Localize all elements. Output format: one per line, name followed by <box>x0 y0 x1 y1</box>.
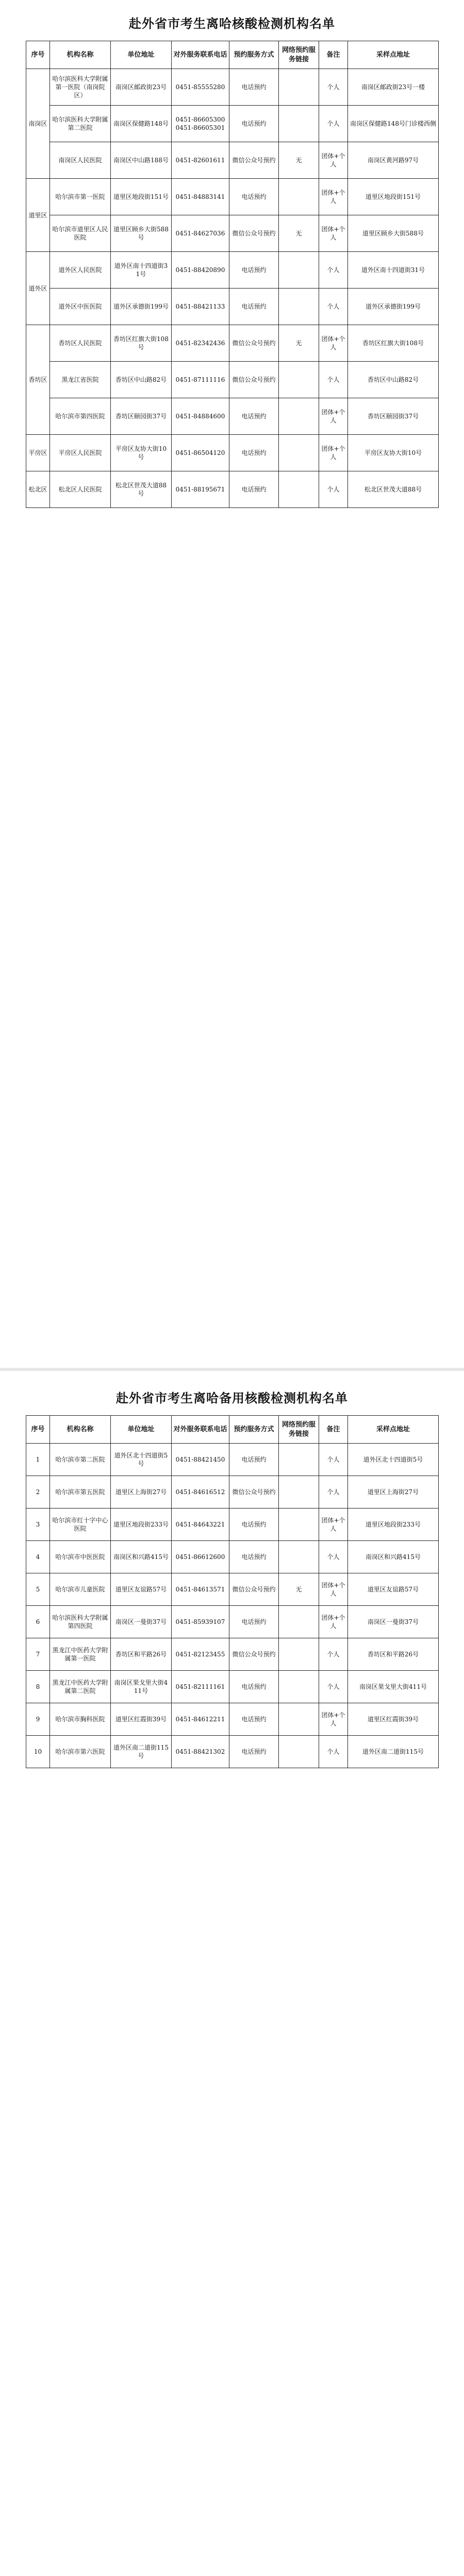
header-cell: 机构名称 <box>50 1416 111 1444</box>
row-number-cell: 4 <box>26 1541 50 1573</box>
remark-cell: 团体+个人 <box>319 325 348 362</box>
booking-method-cell: 电话预约 <box>229 1606 279 1638</box>
remark-cell: 个人 <box>319 1444 348 1476</box>
table-row <box>26 435 439 471</box>
header-cell: 采样点地址 <box>348 41 439 69</box>
phone-cell: 0451-84643221 <box>172 1509 229 1541</box>
institution-name-cell: 松北区人民医院 <box>50 471 111 508</box>
address-cell: 松北区世茂大道88号 <box>111 471 172 508</box>
region-cell: 松北区 <box>26 471 50 508</box>
sampling-site-cell: 道里区地段街151号 <box>348 179 439 215</box>
table-row <box>26 1703 439 1736</box>
table-row <box>26 215 439 252</box>
institution-name-cell: 香坊区人民医院 <box>50 325 111 362</box>
address-cell: 道里区友谊路57号 <box>111 1573 172 1606</box>
testing-institution-table <box>26 41 439 508</box>
institution-name-cell: 南岗区人民医院 <box>50 142 111 179</box>
address-cell: 道里区地段街233号 <box>111 1509 172 1541</box>
header-cell: 备注 <box>319 41 348 69</box>
phone-cell: 0451-84627036 <box>172 215 229 252</box>
phone-cell: 0451-86605300 0451-86605301 <box>172 106 229 142</box>
remark-cell: 个人 <box>319 1671 348 1703</box>
table-row <box>26 1476 439 1509</box>
sampling-site-cell: 道外区承德街199号 <box>348 289 439 325</box>
phone-cell: 0451-88420890 <box>172 252 229 289</box>
booking-method-cell: 电话预约 <box>229 179 279 215</box>
phone-cell: 0451-85939107 <box>172 1606 229 1638</box>
row-number-cell: 8 <box>26 1671 50 1703</box>
table-row <box>26 1509 439 1541</box>
table-row <box>26 1573 439 1606</box>
remark-cell: 个人 <box>319 1541 348 1573</box>
booking-method-cell: 微信公众号预约 <box>229 362 279 398</box>
remark-cell: 团体+个人 <box>319 1509 348 1541</box>
table-row <box>26 1736 439 1768</box>
address-cell: 香坊区颐园街37号 <box>111 398 172 435</box>
sampling-site-cell: 南岗区保健路148号门诊楼西侧 <box>348 106 439 142</box>
remark-cell: 团体+个人 <box>319 215 348 252</box>
booking-link-cell <box>279 106 319 142</box>
row-number-cell: 3 <box>26 1509 50 1541</box>
document-page-1 <box>26 0 438 508</box>
institution-name-cell: 哈尔滨医科大学附属第一医院（南岗院区） <box>50 69 111 106</box>
booking-link-cell <box>279 289 319 325</box>
sampling-site-cell: 香坊区中山路82号 <box>348 362 439 398</box>
sampling-site-cell: 香坊区和平路26号 <box>348 1638 439 1671</box>
remark-cell: 团体+个人 <box>319 142 348 179</box>
booking-method-cell: 电话预约 <box>229 106 279 142</box>
table-header-row <box>26 41 439 69</box>
remark-cell: 个人 <box>319 1736 348 1768</box>
sampling-site-cell: 南岗区邮政街23号一楼 <box>348 69 439 106</box>
booking-method-cell: 电话预约 <box>229 1671 279 1703</box>
institution-name-cell: 道外区人民医院 <box>50 252 111 289</box>
remark-cell: 个人 <box>319 471 348 508</box>
remark-cell: 团体+个人 <box>319 1573 348 1606</box>
phone-cell: 0451-82111161 <box>172 1671 229 1703</box>
header-cell: 序号 <box>26 41 50 69</box>
table-row <box>26 289 439 325</box>
header-cell: 对外服务联系电话 <box>172 41 229 69</box>
table-row <box>26 1671 439 1703</box>
booking-link-cell <box>279 1638 319 1671</box>
institution-name-cell: 哈尔滨医科大学附属第四医院 <box>50 1606 111 1638</box>
remark-cell: 个人 <box>319 69 348 106</box>
table-row <box>26 1606 439 1638</box>
table-header-row <box>26 1416 439 1444</box>
remark-cell: 团体+个人 <box>319 179 348 215</box>
address-cell: 道外区北十四道街5号 <box>111 1444 172 1476</box>
address-cell: 道外区承德街199号 <box>111 289 172 325</box>
remark-cell: 个人 <box>319 1638 348 1671</box>
table-row <box>26 142 439 179</box>
institution-name-cell: 平房区人民医院 <box>50 435 111 471</box>
sampling-site-cell: 道里区友谊路57号 <box>348 1573 439 1606</box>
address-cell: 南岗区果戈里大街411号 <box>111 1671 172 1703</box>
sampling-site-cell: 道外区南十四道街31号 <box>348 252 439 289</box>
sampling-site-cell: 平房区友协大街10号 <box>348 435 439 471</box>
phone-cell: 0451-88421450 <box>172 1444 229 1476</box>
institution-name-cell: 哈尔滨市第四医院 <box>50 398 111 435</box>
address-cell: 平房区友协大街10号 <box>111 435 172 471</box>
table-row <box>26 325 439 362</box>
remark-cell: 个人 <box>319 362 348 398</box>
booking-method-cell: 电话预约 <box>229 1736 279 1768</box>
booking-link-cell: 无 <box>279 215 319 252</box>
row-number-cell: 7 <box>26 1638 50 1671</box>
header-cell: 网络预约服务链接 <box>279 41 319 69</box>
address-cell: 道里区红霞街39号 <box>111 1703 172 1736</box>
phone-cell: 0451-86504120 <box>172 435 229 471</box>
booking-link-cell <box>279 1476 319 1509</box>
address-cell: 香坊区和平路26号 <box>111 1638 172 1671</box>
sampling-site-cell: 道外区北十四道街5号 <box>348 1444 439 1476</box>
sampling-site-cell: 南岗区和兴路415号 <box>348 1541 439 1573</box>
sampling-site-cell: 道里区红霞街39号 <box>348 1703 439 1736</box>
sampling-site-cell: 道里区地段街233号 <box>348 1509 439 1541</box>
phone-cell: 0451-85555280 <box>172 69 229 106</box>
institution-name-cell: 哈尔滨市第五医院 <box>50 1476 111 1509</box>
address-cell: 道外区南十四道街31号 <box>111 252 172 289</box>
remark-cell: 团体+个人 <box>319 398 348 435</box>
sampling-site-cell: 道外区南二道街115号 <box>348 1736 439 1768</box>
booking-method-cell: 电话预约 <box>229 398 279 435</box>
phone-cell: 0451-88195671 <box>172 471 229 508</box>
institution-name-cell: 哈尔滨市第一医院 <box>50 179 111 215</box>
phone-cell: 0451-82123455 <box>172 1638 229 1671</box>
phone-cell: 0451-84613571 <box>172 1573 229 1606</box>
region-cell: 平房区 <box>26 435 50 471</box>
table-row <box>26 398 439 435</box>
institution-name-cell: 哈尔滨市第二医院 <box>50 1444 111 1476</box>
header-cell: 单位地址 <box>111 41 172 69</box>
sampling-site-cell: 南岗区一曼街37号 <box>348 1606 439 1638</box>
booking-link-cell <box>279 252 319 289</box>
remark-cell: 团体+个人 <box>319 1606 348 1638</box>
backup-testing-institution-table <box>26 1415 439 1768</box>
remark-cell: 个人 <box>319 1476 348 1509</box>
sampling-site-cell: 香坊区红旗大街108号 <box>348 325 439 362</box>
document-title-2: 赴外省市考生离哈备用核酸检测机构名单 <box>116 1391 348 1405</box>
header-cell: 采样点地址 <box>348 1416 439 1444</box>
header-cell: 备注 <box>319 1416 348 1444</box>
remark-cell: 个人 <box>319 252 348 289</box>
booking-method-cell: 电话预约 <box>229 289 279 325</box>
booking-method-cell: 微信公众号预约 <box>229 215 279 252</box>
header-cell: 机构名称 <box>50 41 111 69</box>
institution-name-cell: 哈尔滨市胸科医院 <box>50 1703 111 1736</box>
booking-method-cell: 电话预约 <box>229 435 279 471</box>
row-number-cell: 6 <box>26 1606 50 1638</box>
table-row <box>26 471 439 508</box>
header-cell: 预约服务方式 <box>229 1416 279 1444</box>
booking-method-cell: 微信公众号预约 <box>229 325 279 362</box>
booking-method-cell: 微信公众号预约 <box>229 1476 279 1509</box>
row-number-cell: 9 <box>26 1703 50 1736</box>
phone-cell: 0451-84612211 <box>172 1703 229 1736</box>
booking-link-cell <box>279 69 319 106</box>
sampling-site-cell: 道里区上海街27号 <box>348 1476 439 1509</box>
booking-link-cell <box>279 1671 319 1703</box>
address-cell: 道里区地段街151号 <box>111 179 172 215</box>
row-number-cell: 2 <box>26 1476 50 1509</box>
institution-name-cell: 哈尔滨医科大学附属第二医院 <box>50 106 111 142</box>
region-cell: 道外区 <box>26 252 50 325</box>
booking-method-cell: 微信公众号预约 <box>229 1573 279 1606</box>
institution-name-cell: 哈尔滨市儿童医院 <box>50 1573 111 1606</box>
institution-name-cell: 道外区中医医院 <box>50 289 111 325</box>
address-cell: 南岗区保健路148号 <box>111 106 172 142</box>
booking-method-cell: 电话预约 <box>229 471 279 508</box>
document-title: 赴外省市考生离哈核酸检测机构名单 <box>129 16 335 31</box>
header-cell: 序号 <box>26 1416 50 1444</box>
address-cell: 南岗区中山路188号 <box>111 142 172 179</box>
phone-cell: 0451-88421133 <box>172 289 229 325</box>
region-cell: 道里区 <box>26 179 50 252</box>
booking-method-cell: 微信公众号预约 <box>229 1638 279 1671</box>
booking-method-cell: 电话预约 <box>229 1509 279 1541</box>
remark-cell: 个人 <box>319 106 348 142</box>
booking-link-cell <box>279 179 319 215</box>
booking-method-cell: 微信公众号预约 <box>229 142 279 179</box>
address-cell: 道外区南二道街115号 <box>111 1736 172 1768</box>
address-cell: 南岗区邮政街23号 <box>111 69 172 106</box>
sampling-site-cell: 道里区顾乡大街588号 <box>348 215 439 252</box>
address-cell: 南岗区和兴路415号 <box>111 1541 172 1573</box>
institution-name-cell: 黑龙江中医药大学附属第二医院 <box>50 1671 111 1703</box>
phone-cell: 0451-88421302 <box>172 1736 229 1768</box>
remark-cell: 团体+个人 <box>319 435 348 471</box>
table-row <box>26 106 439 142</box>
row-number-cell: 1 <box>26 1444 50 1476</box>
booking-link-cell: 无 <box>279 142 319 179</box>
table-row <box>26 69 439 106</box>
phone-cell: 0451-86612600 <box>172 1541 229 1573</box>
table-row <box>26 179 439 215</box>
booking-link-cell <box>279 1509 319 1541</box>
booking-link-cell <box>279 435 319 471</box>
booking-link-cell <box>279 1606 319 1638</box>
header-cell: 单位地址 <box>111 1416 172 1444</box>
booking-link-cell <box>279 1444 319 1476</box>
phone-cell: 0451-82342436 <box>172 325 229 362</box>
sampling-site-cell: 南岗区黄河路97号 <box>348 142 439 179</box>
address-cell: 香坊区中山路82号 <box>111 362 172 398</box>
booking-link-cell <box>279 1541 319 1573</box>
header-cell: 网络预约服务链接 <box>279 1416 319 1444</box>
phone-cell: 0451-84884600 <box>172 398 229 435</box>
table-row <box>26 252 439 289</box>
table-row <box>26 362 439 398</box>
address-cell: 道里区上海街27号 <box>111 1476 172 1509</box>
booking-method-cell: 电话预约 <box>229 252 279 289</box>
region-cell: 南岗区 <box>26 69 50 179</box>
table-row <box>26 1638 439 1671</box>
institution-name-cell: 哈尔滨市道里区人民医院 <box>50 215 111 252</box>
booking-method-cell: 电话预约 <box>229 1703 279 1736</box>
table-row <box>26 1541 439 1573</box>
booking-method-cell: 电话预约 <box>229 1444 279 1476</box>
row-number-cell: 5 <box>26 1573 50 1606</box>
booking-link-cell: 无 <box>279 1573 319 1606</box>
booking-method-cell: 电话预约 <box>229 69 279 106</box>
header-cell: 对外服务联系电话 <box>172 1416 229 1444</box>
booking-link-cell: 无 <box>279 325 319 362</box>
sampling-site-cell: 南岗区果戈里大街411号 <box>348 1671 439 1703</box>
booking-link-cell <box>279 398 319 435</box>
booking-link-cell <box>279 1736 319 1768</box>
address-cell: 道里区顾乡大街588号 <box>111 215 172 252</box>
booking-method-cell: 电话预约 <box>229 1541 279 1573</box>
table-row <box>26 1444 439 1476</box>
address-cell: 香坊区红旗大街108号 <box>111 325 172 362</box>
row-number-cell: 10 <box>26 1736 50 1768</box>
remark-cell: 个人 <box>319 289 348 325</box>
booking-link-cell <box>279 471 319 508</box>
phone-cell: 0451-84883141 <box>172 179 229 215</box>
institution-name-cell: 黑龙江省医院 <box>50 362 111 398</box>
booking-link-cell <box>279 1703 319 1736</box>
region-cell: 香坊区 <box>26 325 50 435</box>
document-page-2 <box>26 1375 438 1768</box>
address-cell: 南岗区一曼街37号 <box>111 1606 172 1638</box>
institution-name-cell: 哈尔滨市第六医院 <box>50 1736 111 1768</box>
institution-name-cell: 哈尔滨市红十字中心医院 <box>50 1509 111 1541</box>
header-cell: 预约服务方式 <box>229 41 279 69</box>
institution-name-cell: 黑龙江中医药大学附属第一医院 <box>50 1638 111 1671</box>
sampling-site-cell: 香坊区颐园街37号 <box>348 398 439 435</box>
phone-cell: 0451-82601611 <box>172 142 229 179</box>
remark-cell: 团体+个人 <box>319 1703 348 1736</box>
institution-name-cell: 哈尔滨市中医医院 <box>50 1541 111 1573</box>
phone-cell: 0451-84616512 <box>172 1476 229 1509</box>
booking-link-cell <box>279 362 319 398</box>
page-separator <box>0 1368 464 1371</box>
sampling-site-cell: 松北区世茂大道88号 <box>348 471 439 508</box>
phone-cell: 0451-87111116 <box>172 362 229 398</box>
